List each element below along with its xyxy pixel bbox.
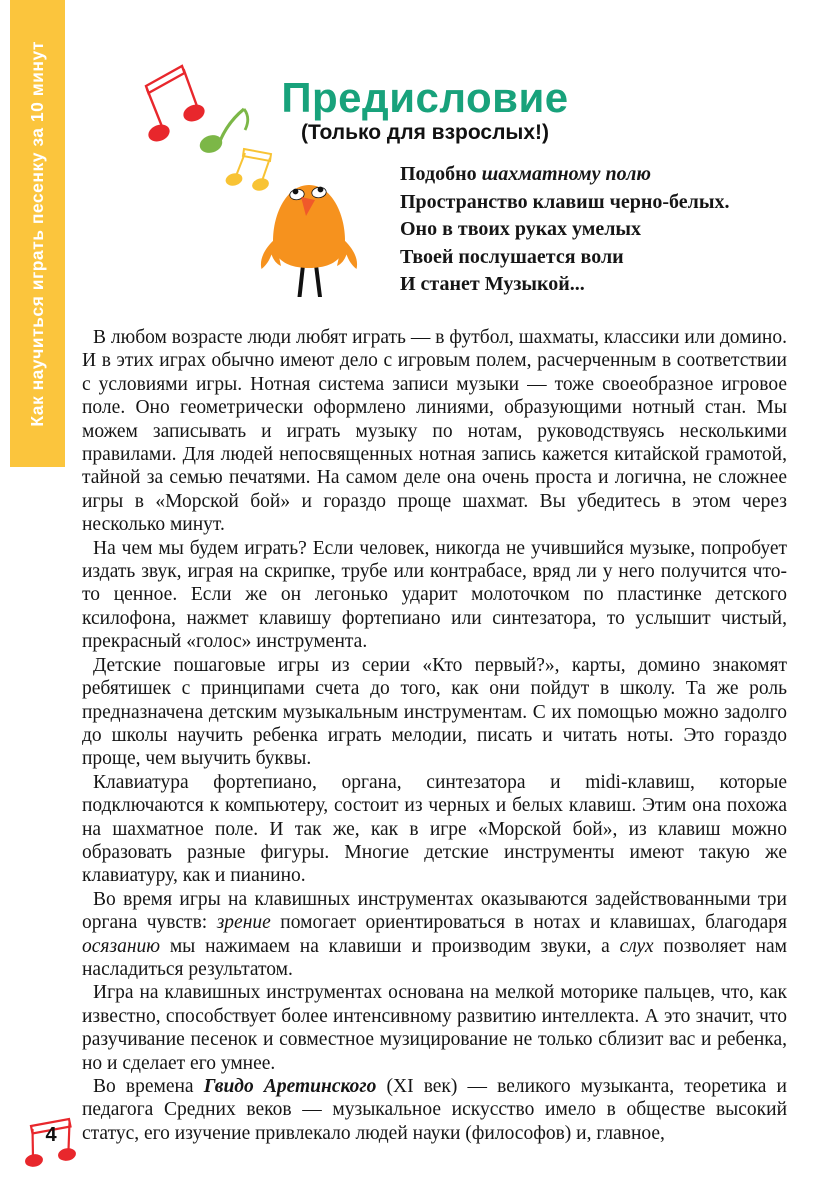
page-subtitle: (Только для взрослых!)	[300, 121, 550, 144]
paragraph: Клавиатура фортепиано, органа, синтезатора и midi-клавиш, которые подключаются к компьютеру, состоит из черных и белых клавиш. Этим она похожа на шахматное поле. И так же, как в игре «Морской бой», из клавиш можно образовать разные фигуры. Многие детские инструменты имеют такую же клавиатуру, как и пианино.	[82, 771, 787, 887]
paragraph: Детские пошаговые игры из серии «Кто первый?», карты, домино знакомят ребятишек с принципами счета до того, как они пойдут в школу. Та же роль предназначена детским музыкальным инструментам. С их помощью можно задолго до школы научить ребенка играть мелодии, писать и читать ноты. Это гораздо проще, чем выучить буквы.	[82, 654, 787, 770]
poem-line: Пространство клавиш черно-белых.	[400, 190, 730, 213]
paragraph: На чем мы будем играть? Если человек, никогда не учившийся музыке, попробует издать звук, играя на скрипке, трубе или контрабасе, вряд ли у него получится что-то ценное. Если же он легонько ударит молоточком по пластинке детского ксилофона, нажмет клавишу фортепиано или синтезатора, то услышит чистый, прекрасный «голос» инструмента.	[82, 537, 787, 653]
chapter-side-tab-label: Как научиться играть песенку за 10 минут	[27, 40, 47, 427]
poem-line: И станет Музыкой...	[400, 273, 585, 295]
paragraph: Игра на клавишных инструментах основана на мелкой моторике пальцев, что, как известно, способствует более интенсивному развитию интеллекта. А это значит, что разучивание песенок и совместное музицирование не только сблизит вас и ребенка, но и сделает его умнее.	[82, 982, 787, 1074]
paragraph: Во время игры на клавишных инструментах оказываются задействованными три органа чувств: зрение помогает ориентироваться в нотах и клавишах, благодаря осязанию мы нажимаем на клавиши и производим звуки, а слух позволяет нам насладиться результатом.	[82, 888, 787, 980]
paragraph: В любом возрасте люди любят играть — в футбол, шахматы, классики или домино. И в этих играх обычно имеют дело с игровым полем, расчерченным в соответствии с условиями игры. Нотная система записи музыки — тоже своеобразное игровое поле. Оно геометрически оформлено линиями, образующими нотный стан. Мы можем записывать и играть музыку по нотам, руководствуясь несколькими правилами. Для людей непосвященных нотная запись кажется китайской грамотой, тайной за семью печатями. На самом деле она очень проста и логична, не сложнее игры в «Морской бой» и гораздо проще шахмат. Вы убедитесь в этом через несколько минут.	[82, 327, 787, 536]
poem-line: Подобно шахматному полю	[400, 163, 651, 185]
paragraph: Во времена Гвидо Аретинского (XI век) — великого музыканта, теоретика и педагога Средних веков — музыкальное искусство имело в обществе высокий статус, его изучение привлекало людей науки (философов) и, главное,	[82, 1076, 787, 1144]
poem-line: Оно в твоих руках умелых	[400, 218, 642, 240]
page-number: 4	[45, 1124, 57, 1146]
body-text	[82, 326, 787, 1145]
page-number-marker	[24, 1112, 78, 1174]
epigraph-poem	[400, 161, 760, 299]
poem-line: Твоей послушается воли	[400, 245, 624, 268]
singing-chick-icon	[258, 183, 360, 307]
page-title: Предисловие	[281, 74, 569, 122]
chapter-side-tab	[10, 0, 65, 467]
